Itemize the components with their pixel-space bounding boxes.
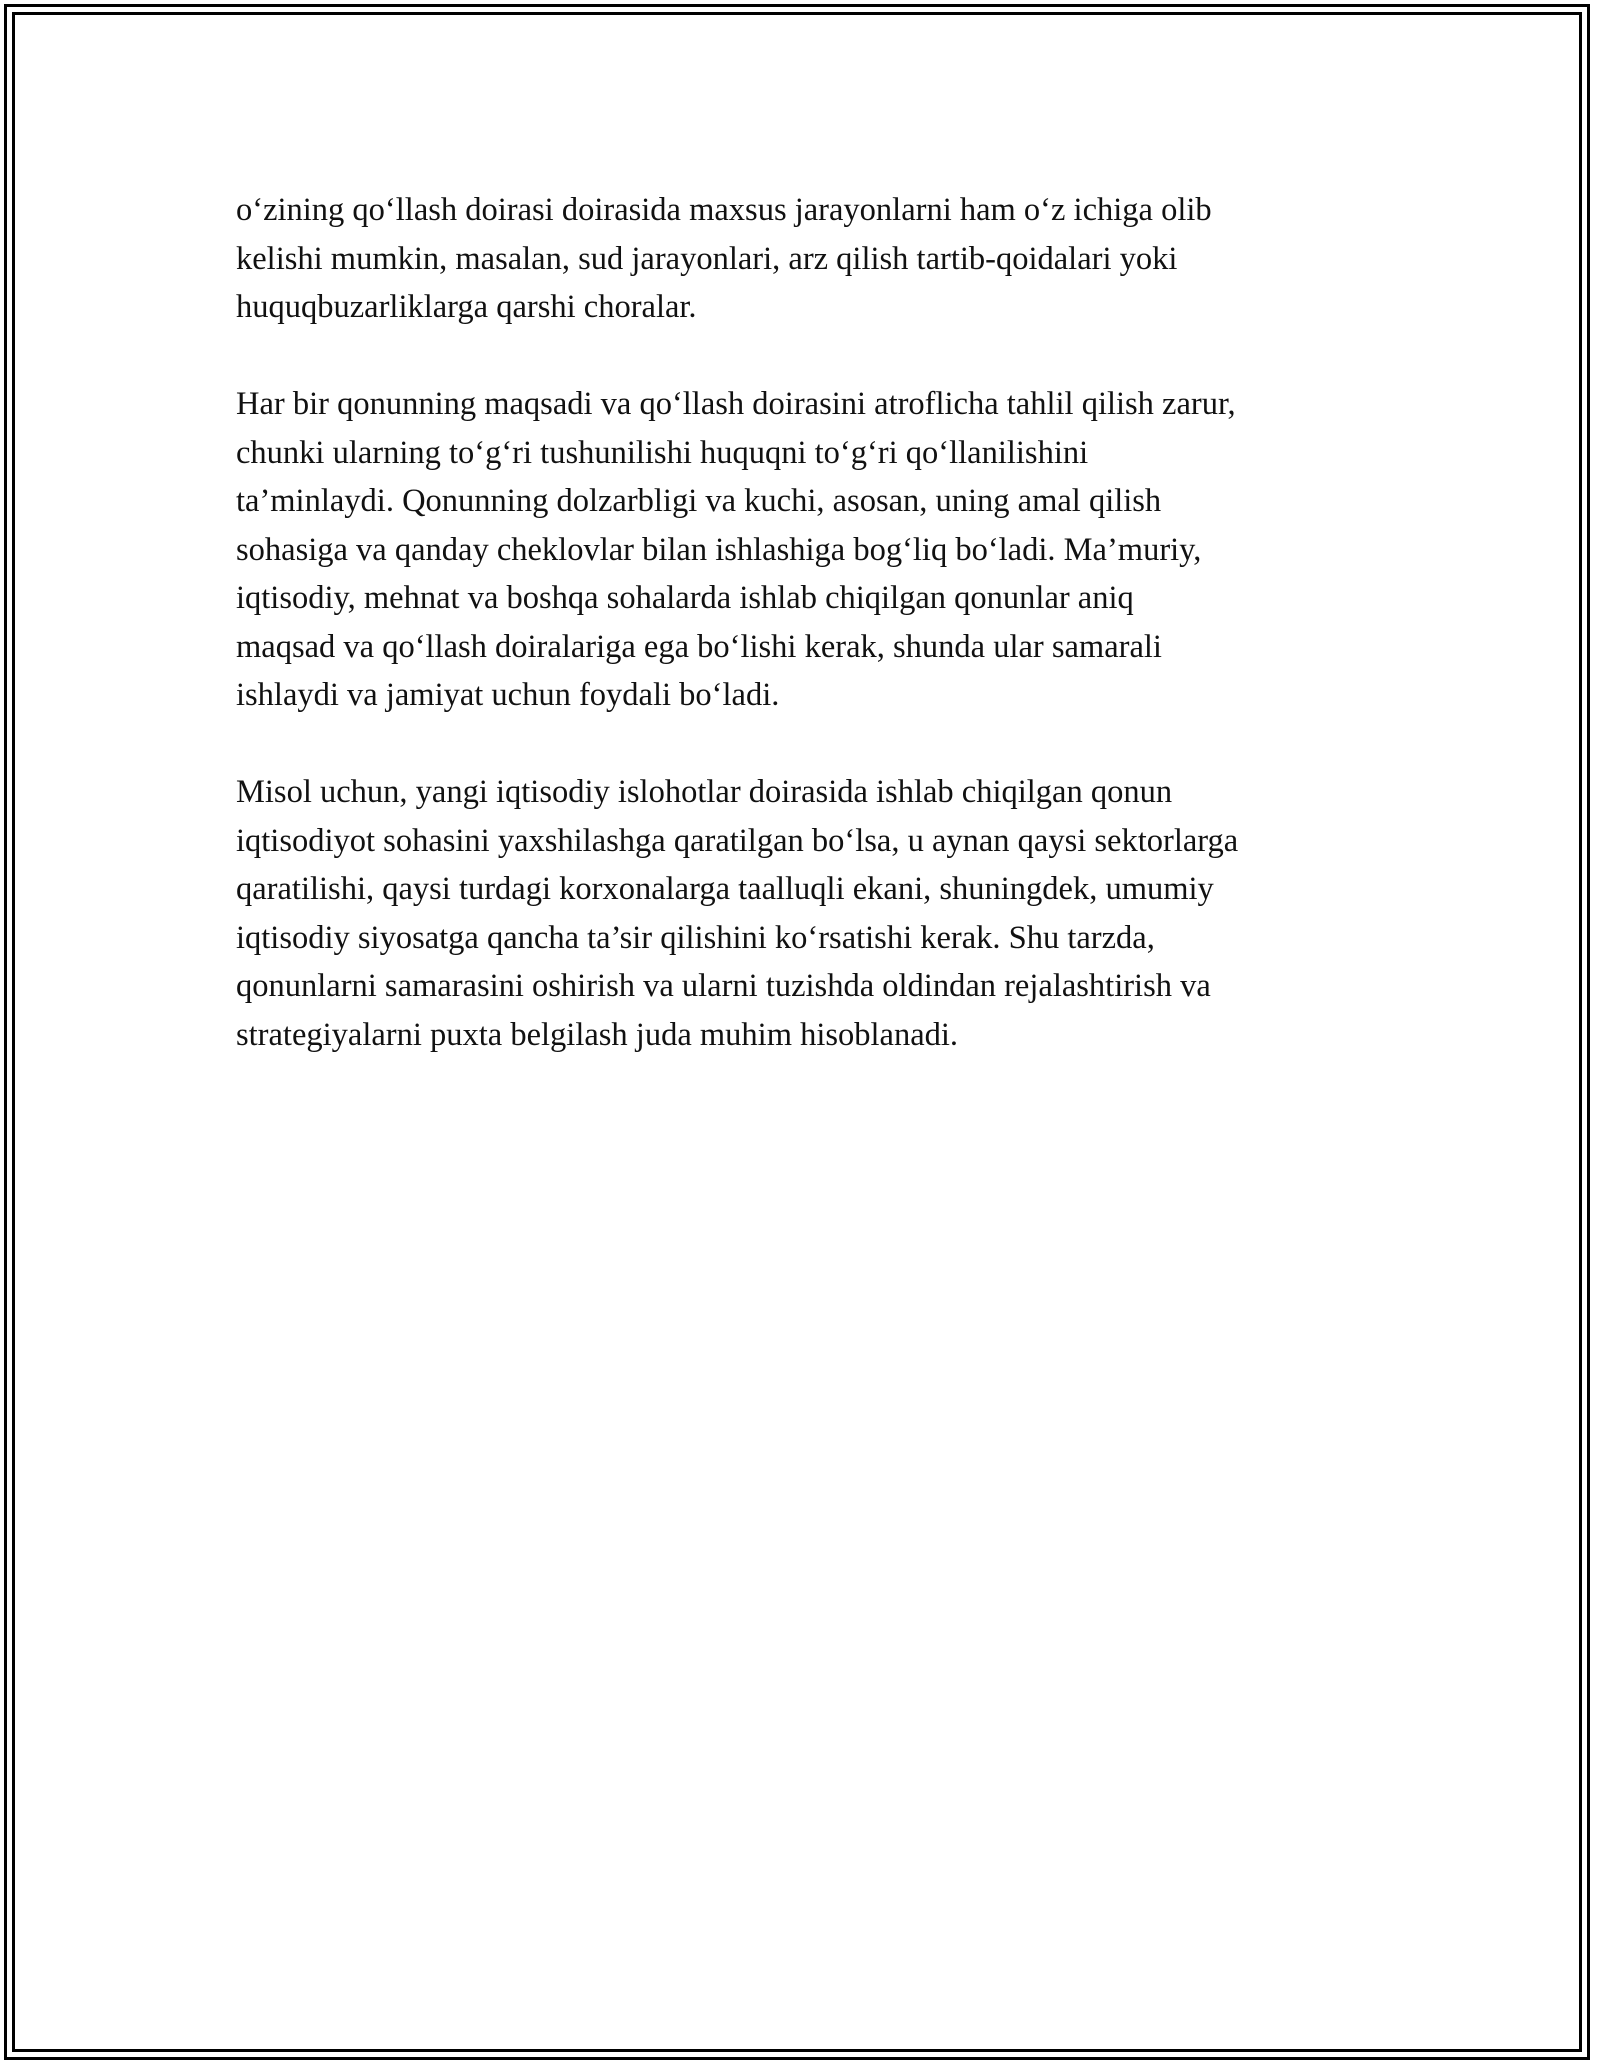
text-line: huquqbuzarliklarga qarshi choralar.	[236, 289, 697, 325]
text-line: Har bir qonunning maqsadi va qo‘llash doirasini atroflicha tahlil qilish zarur,	[236, 386, 1236, 422]
text-line: qaratilishi, qaysi turdagi korxonalarga taalluqli ekani, shuningdek, umumiy	[236, 871, 1214, 907]
text-line: maqsad va qo‘llash doiralariga ega bo‘lishi kerak, shunda ular samarali	[236, 628, 1162, 665]
document-body	[236, 186, 1386, 1108]
text-line: ishlaydi va jamiyat uchun foydali bo‘ladi.	[236, 677, 780, 713]
text-line: kelishi mumkin, masalan, sud jarayonlari, arz qilish tartib-qoidalari yoki	[236, 240, 1178, 277]
text-line: ta’minlaydi. Qonunning dolzarbligi va kuchi, asosan, uning amal qilish	[236, 483, 1162, 519]
text-line: qonunlarni samarasini oshirish va ularni tuzishda oldindan rejalashtirish va	[236, 968, 1211, 1004]
text-line: Misol uchun, yangi iqtisodiy islohotlar doirasida ishlab chiqilgan qonun	[236, 774, 1173, 810]
paragraph-3	[236, 768, 1386, 1059]
text-line: iqtisodiy, mehnat va boshqa sohalarda ishlab chiqilgan qonunlar aniq	[236, 580, 1134, 616]
text-line: iqtisodiy siyosatga qancha ta’sir qilishini ko‘rsatishi kerak. Shu tarzda,	[236, 919, 1155, 956]
paragraph-1	[236, 186, 1386, 332]
text-line: o‘zining qo‘llash doirasi doirasida maxsus jarayonlarni ham o‘z ichiga olib	[236, 192, 1212, 228]
text-line: chunki ularning to‘g‘ri tushunilishi huquqni to‘g‘ri qo‘llanilishini	[236, 434, 1089, 471]
text-line: iqtisodiyot sohasini yaxshilashga qaratilgan bo‘lsa, u aynan qaysi sektorlarga	[236, 822, 1239, 859]
paragraph-2	[236, 380, 1386, 720]
text-line: strategiyalarni puxta belgilash juda muhim hisoblanadi.	[236, 1016, 959, 1053]
text-line: sohasiga va qanday cheklovlar bilan ishlashiga bog‘liq bo‘ladi. Ma’muriy,	[236, 531, 1202, 568]
